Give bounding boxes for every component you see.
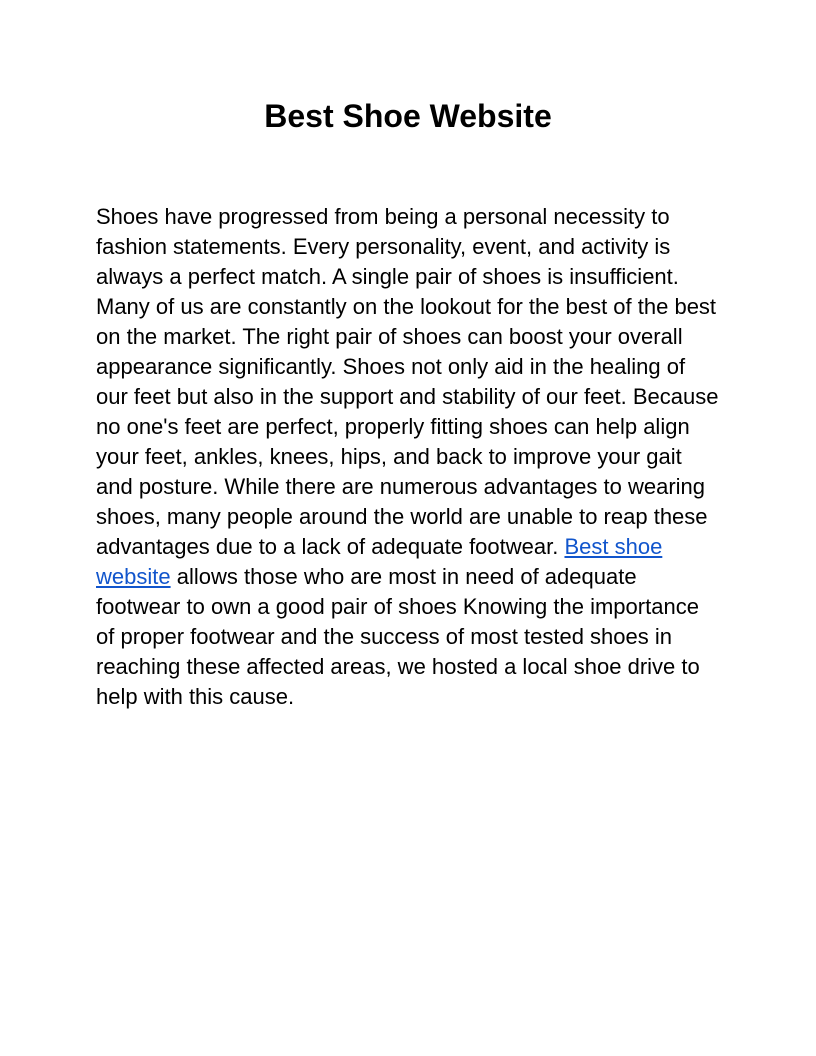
body-paragraph	[96, 202, 720, 712]
paragraph-text-after-link: allows those who are most in need of adequate footwear to own a good pair of shoes Knowing the importance of proper footwear and the success of most tested shoes in reaching these affected areas, we hosted a local shoe drive to help with this cause.	[96, 564, 700, 709]
best-shoe-website-link[interactable]: Best shoe website	[96, 534, 663, 589]
paragraph-text-before-link: Shoes have progressed from being a personal necessity to fashion statements. Every personality, event, and activity is always a perfect match. A single pair of shoes is insufficient. Many of us are constantly on the lookout for the best of the best on the market. The right pair of shoes can boost your overall appearance significantly. Shoes not only aid in the healing of our feet but also in the support and stability of our feet. Because no one's feet are perfect, properly fitting shoes can help align your feet, ankles, knees, hips, and back to improve your gait and posture. While there are numerous advantages to wearing shoes, many people around the world are unable to reap these advantages due to a lack of adequate footwear.	[96, 204, 719, 559]
page-title: Best Shoe Website	[264, 98, 552, 134]
